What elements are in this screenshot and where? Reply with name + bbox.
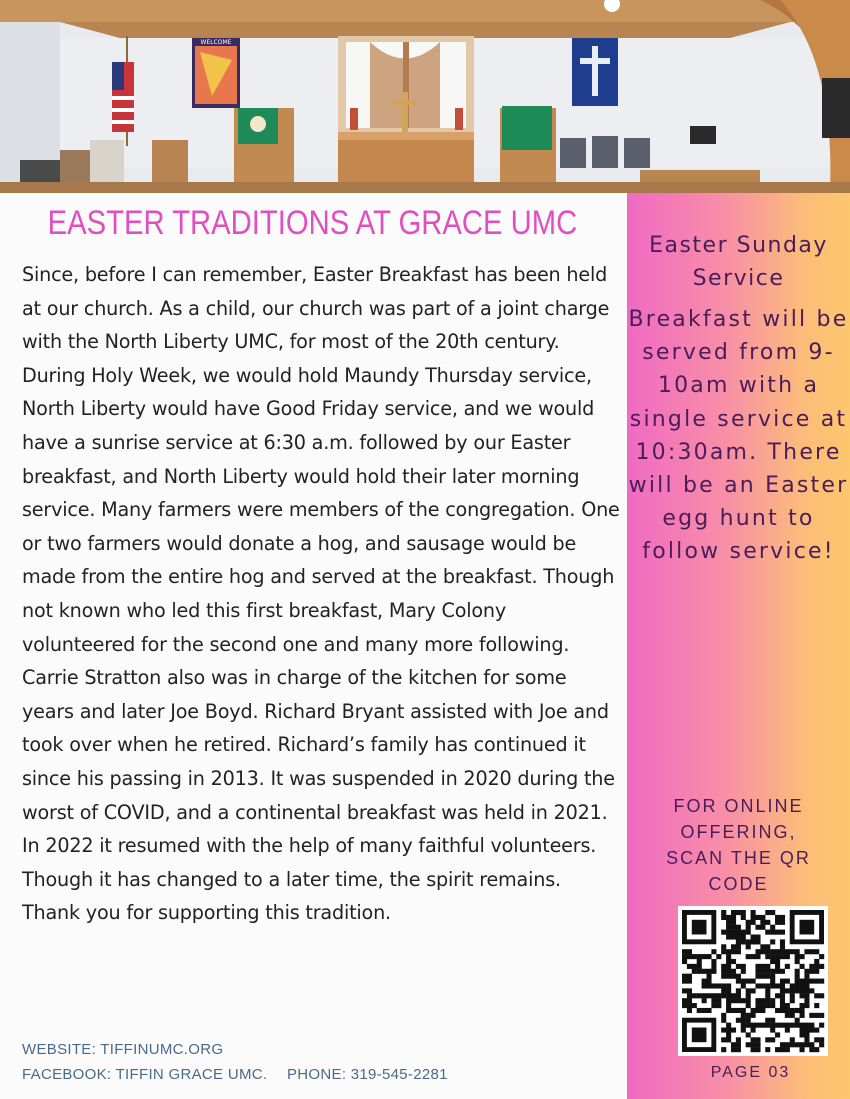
qr-code-icon[interactable]: [678, 906, 828, 1056]
qr-code-graphic: [678, 906, 828, 1056]
footer-website[interactable]: WEBSITE: TIFFINUMC.ORG: [22, 1041, 224, 1058]
banner-text: WELCOME: [200, 39, 232, 46]
online-offering-label: FOR ONLINE OFFERING, SCAN THE QR CODE: [666, 796, 811, 894]
footer-phone[interactable]: PHONE: 319-545-2281: [287, 1066, 448, 1083]
sidebar-service-info: Breakfast will be served from 9-10am with a single service at 10:30am. There will be an Easter egg hunt to follow service!: [628, 307, 849, 565]
footer-facebook-row: [22, 1066, 448, 1083]
church-sanctuary-illustration: [0, 0, 850, 193]
article-body: Since, before I can remember, Easter Breakfast has been held at our church. As a child, our church was part of a joint charge with the North Liberty UMC, for most of the 20th century. During Holy Week, we would hold Maundy Thursday service, North Liberty would have Good Friday service, and we would have a sunrise service at 6:30 a.m. followed by our Easter breakfast, and North Liberty would hold their later morning service. Many farmers were members of the congregation. One or two farmers would donate a hog, and sausage would be made from the entire hog and served at the breakfast. Though not known who led this first breakfast, Mary Colony volunteered for the second one and many more following. Carrie Stratton also was in charge of the kitchen for some years and later Joe Boyd. Richard Bryant assisted with Joe and took over when he retired. Richard’s family has continued it since his passing in 2013. It was suspended in 2020 during the worst of COVID, and a continental breakfast was held in 2021. In 2022 it resumed with the help of many faithful volunteers. Though it has changed to a later time, the spirit remains. Thank you for supporting this tradition.: [22, 263, 620, 925]
sidebar-heading: Easter Sunday Service: [649, 233, 828, 291]
page-number: PAGE 03: [710, 1064, 791, 1081]
page-title: EASTER TRADITIONS AT GRACE UMC: [47, 204, 578, 242]
sidebar-panel: [627, 193, 850, 1099]
header-photo: [0, 0, 850, 193]
footer-facebook[interactable]: FACEBOOK: TIFFIN GRACE UMC.: [22, 1066, 268, 1083]
